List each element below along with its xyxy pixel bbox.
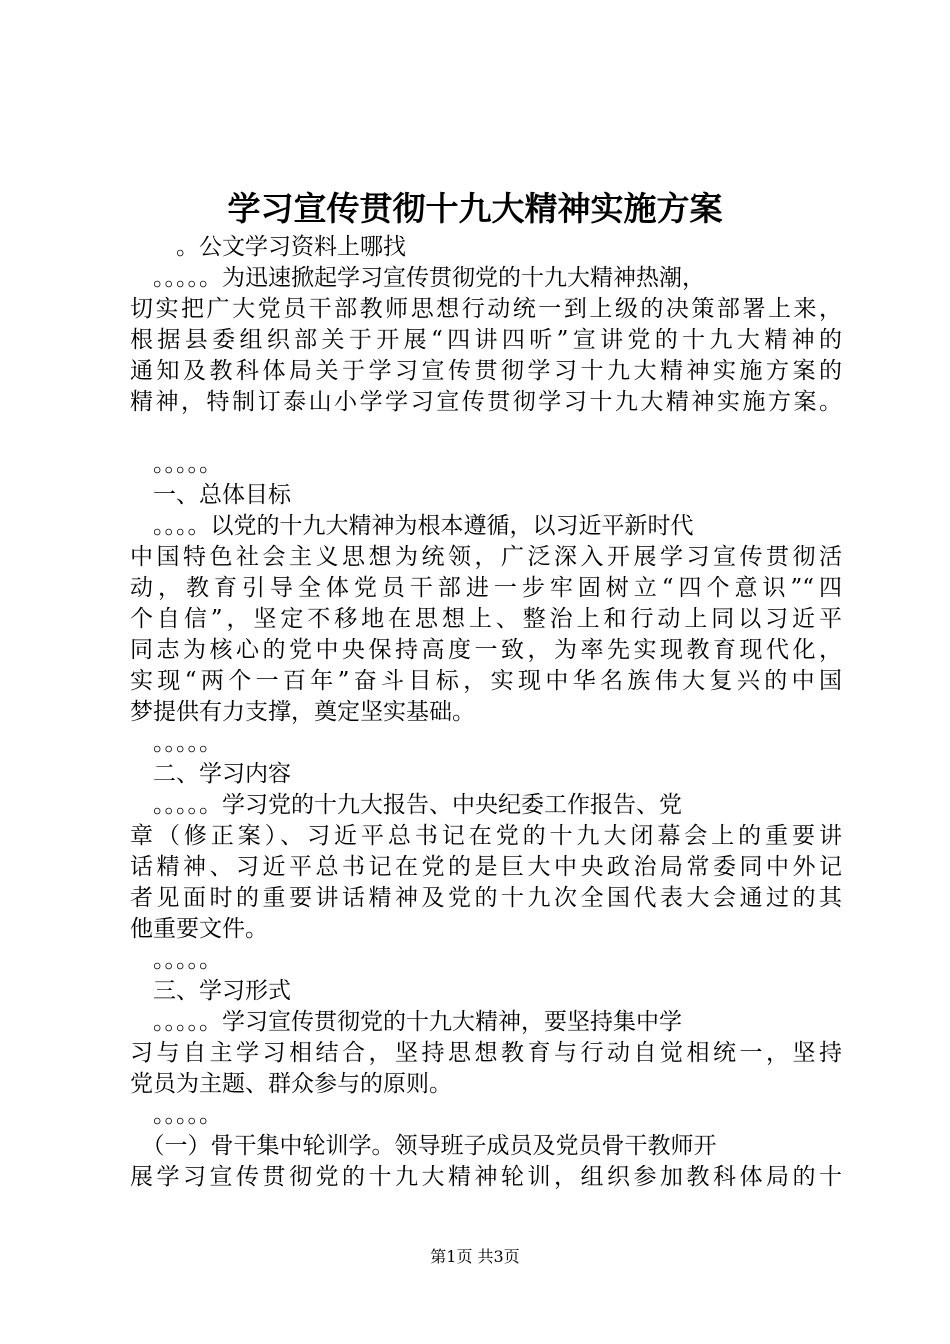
document-title: 学习宣传贯彻十九大精神实施方案 — [227, 189, 723, 228]
intro-line: 。公文学习资料上哪找 — [176, 234, 406, 260]
paragraph-line: 。。。。。 — [130, 947, 222, 973]
paragraph-line: 个自信”，坚定不移地在思想上、整治上和行动上同以习近平 — [130, 606, 842, 632]
paragraph-line: 展学习宣传贯彻党的十九大精神轮训，组织参加教科体局的十 — [130, 1164, 842, 1190]
page-footer: 第1页 共3页 — [430, 1247, 520, 1266]
paragraph-line: 同志为核心的党中央保持高度一致，为率先实现教育现代化， — [130, 637, 842, 663]
paragraph-line: 精神，特制订泰山小学学习宣传贯彻学习十九大精神实施方案。 — [130, 389, 842, 415]
paragraph-line: 动，教育引导全体党员干部进一步牢固树立“四个意识”“四 — [130, 575, 842, 601]
document-body — [130, 232, 842, 1193]
paragraph-line: 二、学习内容 — [130, 761, 291, 787]
paragraph-line: 者见面时的重要讲话精神及党的十九次全国代表大会通过的其 — [130, 885, 842, 911]
paragraph-line: 通知及教科体局关于学习宣传贯彻学习十九大精神实施方案的 — [130, 358, 842, 384]
paragraph-line: 。。。。。学习宣传贯彻党的十九大精神，要坚持集中学 — [130, 1009, 682, 1035]
paragraph-line: （一）骨干集中轮训学。领导班子成员及党员骨干教师开 — [130, 1133, 717, 1159]
paragraph-line: 。。。。以党的十九大精神为根本遵循，以习近平新时代 — [130, 513, 694, 539]
paragraph-line: 。。。。。 — [130, 1102, 222, 1128]
paragraph-line: 三、学习形式 — [130, 978, 291, 1004]
paragraph-line: 切实把广大党员干部教师思想行动统一到上级的决策部署上来， — [130, 296, 842, 322]
paragraph-line: 中国特色社会主义思想为统领，广泛深入开展学习宣传贯彻活 — [130, 544, 842, 570]
paragraph-line: 他重要文件。 — [130, 916, 268, 942]
paragraph-line: 话精神、习近平总书记在党的是巨大中央政治局常委同中外记 — [130, 854, 842, 880]
paragraph-line: 。。。。。 — [130, 451, 222, 477]
paragraph-line: 章（修正案）、习近平总书记在党的十九大闭幕会上的重要讲 — [130, 823, 842, 849]
paragraph-line: 。。。。。学习党的十九大报告、中央纪委工作报告、党 — [130, 792, 682, 818]
paragraph-line: 根据县委组织部关于开展“四讲四听”宣讲党的十九大精神的 — [130, 327, 842, 353]
paragraph-line: 习与自主学习相结合，坚持思想教育与行动自觉相统一，坚持 — [130, 1040, 842, 1066]
paragraph-line: 一、总体目标 — [130, 482, 291, 508]
paragraph-line: 梦提供有力支撑，奠定坚实基础。 — [130, 699, 475, 725]
paragraph-line: 。。。。。 — [130, 730, 222, 756]
blank-line — [130, 418, 842, 449]
paragraph-line: 党员为主题、群众参与的原则。 — [130, 1071, 452, 1097]
paragraph-line: 。。。。。为迅速掀起学习宣传贯彻党的十九大精神热潮， — [130, 265, 705, 291]
paragraph-line: 实现“两个一百年”奋斗目标，实现中华名族伟大复兴的中国 — [130, 668, 842, 694]
